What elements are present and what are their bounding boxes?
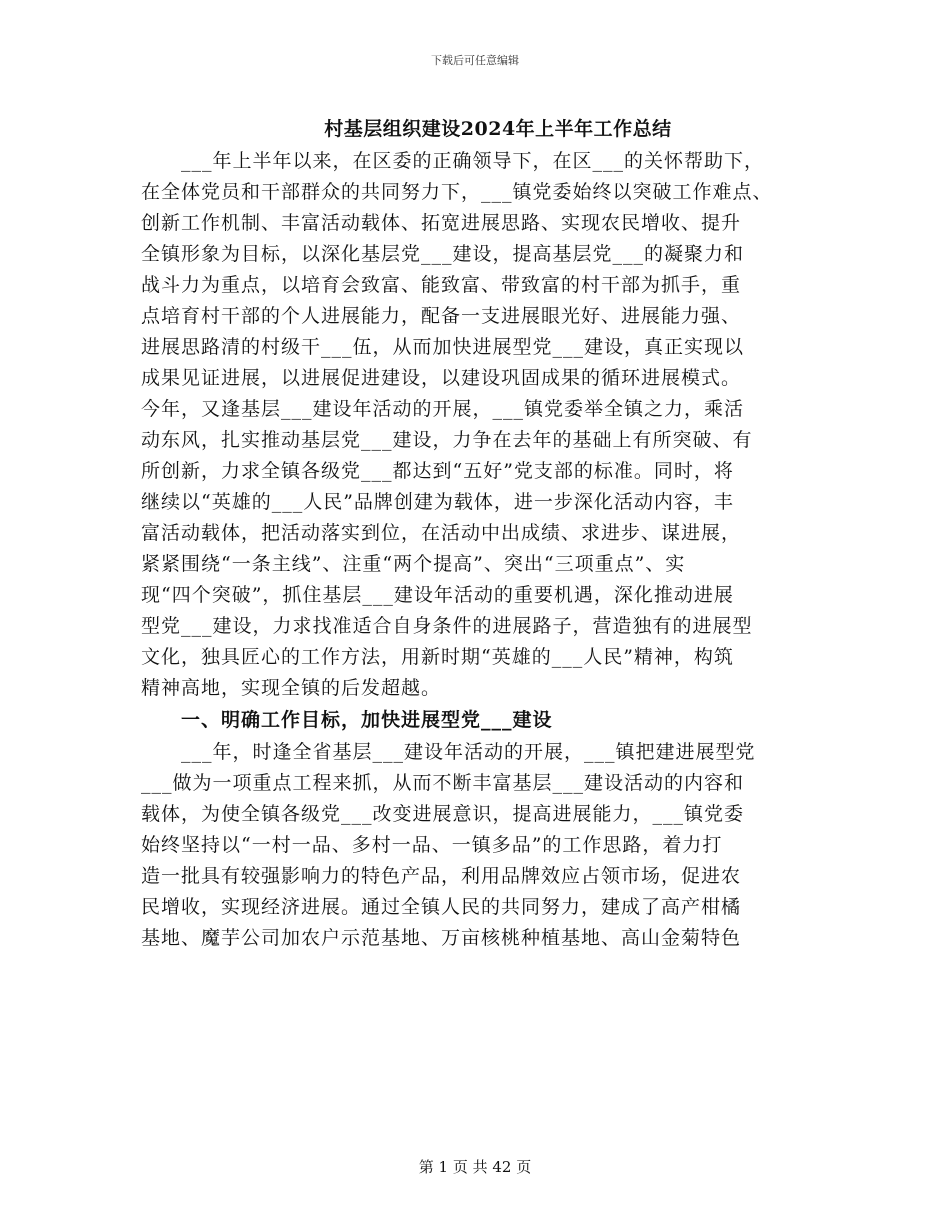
text-line: 成果见证进展，以进展促进建设，以建设巩固成果的循环进展模式。 bbox=[141, 367, 742, 389]
section-heading: 一、明确工作目标，加快进展型党___建设 bbox=[181, 709, 553, 731]
text-line: 紧紧围绕“一条主线”、注重“两个提高”、突出“三项重点”、实 bbox=[141, 553, 686, 575]
text-line: 进展思路清的村级干___伍，从而加快进展型党___建设，真正实现以 bbox=[141, 336, 745, 358]
text-line: 造一批具有较强影响力的特色产品，利用品牌效应占领市场，促进农 bbox=[141, 865, 742, 887]
page-footer: 第 1 页 共 42 页 bbox=[418, 1158, 532, 1176]
text-line: 今年，又逢基层___建设年活动的开展，___镇党委举全镇之力，乘活 bbox=[141, 398, 745, 420]
text-line: 所创新，力求全镇各级党___都达到“五好”党支部的标准。同时，将 bbox=[141, 460, 734, 482]
text-line: 全镇形象为目标，以深化基层党___建设，提高基层党___的凝聚力和 bbox=[141, 243, 745, 265]
text-line: 民增收，实现经济进展。通过全镇人民的共同努力，建成了高产柑橘 bbox=[141, 896, 742, 918]
text-line: 现“四个突破”，抓住基层___建设年活动的重要机遇，深化推动进展 bbox=[141, 584, 734, 606]
document-body bbox=[141, 112, 821, 954]
text-line: 载体，为使全镇各级党___改变进展意识，提高进展能力，___镇党委 bbox=[141, 803, 745, 825]
text-line: ___年上半年以来，在区委的正确领导下，在区___的关怀帮助下， bbox=[181, 150, 765, 172]
text-line: 始终坚持以“一村一品、多村一品、一镇多品”的工作思路，着力打 bbox=[141, 834, 723, 856]
text-line: 创新工作机制、丰富活动载体、拓宽进展思路、实现农民增收、提升 bbox=[141, 212, 742, 234]
text-line: 点培育村干部的个人进展能力，配备一支进展眼光好、进展能力强、 bbox=[141, 305, 742, 327]
text-line: 精神高地，实现全镇的后发超越。 bbox=[141, 677, 442, 699]
paragraph-section-one bbox=[141, 737, 821, 954]
text-line: 型党___建设，力求找准适合自身条件的进展路子，营造独有的进展型 bbox=[141, 615, 753, 637]
text-line: ___年，时逢全省基层___建设年活动的开展，___镇把建进展型党 bbox=[181, 741, 756, 763]
text-line: 战斗力为重点，以培育会致富、能致富、带致富的村干部为抓手，重 bbox=[141, 274, 742, 296]
text-line: 继续以“英雄的___人民”品牌创建为载体，进一步深化活动内容，丰 bbox=[141, 491, 734, 513]
paragraph-intro bbox=[141, 146, 821, 704]
header-note: 下载后可任意编辑 bbox=[431, 54, 519, 67]
text-line: 在全体党员和干部群众的共同努力下，___镇党委始终以突破工作难点、 bbox=[141, 181, 773, 203]
text-line: 文化，独具匠心的工作方法，用新时期“英雄的___人民”精神，构筑 bbox=[141, 646, 734, 668]
text-line: ___做为一项重点工程来抓，从而不断丰富基层___建设活动的内容和 bbox=[141, 772, 745, 794]
text-line: 富活动载体，把活动落实到位，在活动中出成绩、求进步、谋进展， bbox=[141, 522, 742, 544]
text-line: 基地、魔芋公司加农户示范基地、万亩核桃种植基地、高山金菊特色 bbox=[141, 927, 742, 949]
text-line: 动东风，扎实推动基层党___建设，力争在去年的基础上有所突破、有 bbox=[141, 429, 753, 451]
document-title: 村基层组织建设2024年上半年工作总结 bbox=[324, 118, 672, 140]
